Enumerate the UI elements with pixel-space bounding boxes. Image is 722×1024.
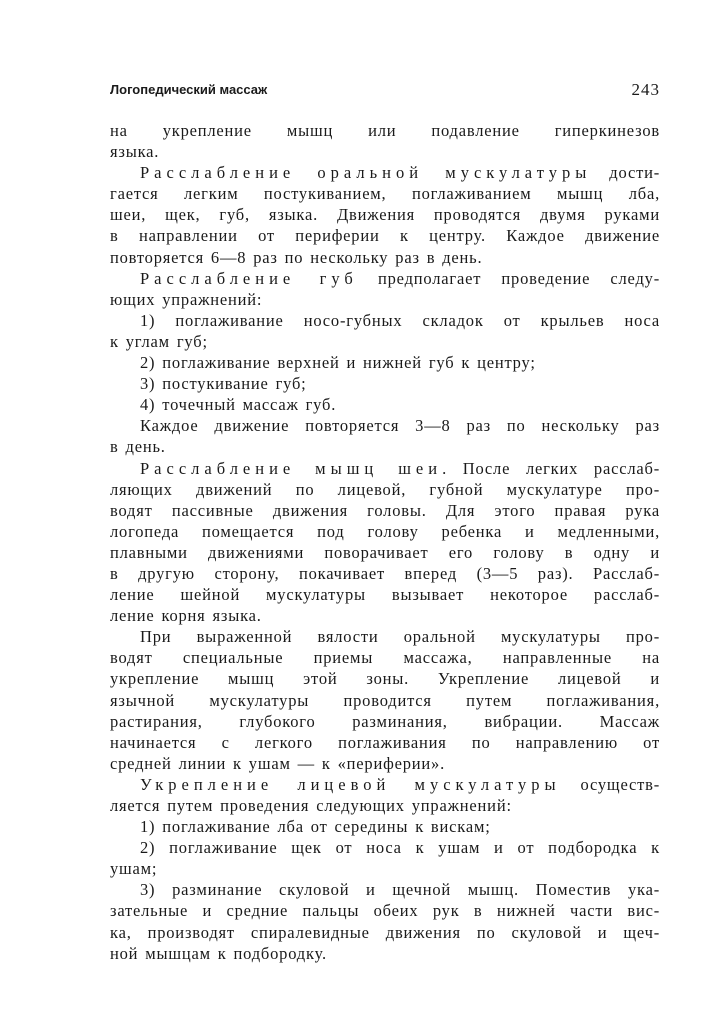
line-text: ной мышцам к подбородку.: [110, 943, 327, 963]
line-text: 2) поглаживание щек от носа к ушам и от подбородка к: [140, 838, 660, 858]
text-line: [110, 247, 660, 268]
text-line: [110, 922, 660, 943]
text-line: [110, 204, 660, 225]
line-text: растирания, глубокого разминания, вибрации. Массаж: [110, 711, 660, 731]
line-text: в другую сторону, покачивает вперед (3—5 раз). Расслаб-: [110, 563, 660, 583]
line-text: . После легких расслаб-: [442, 458, 660, 478]
line-text: повторяется 6—8 раз по нескольку раз в день.: [110, 247, 483, 267]
line-text: языка.: [110, 142, 160, 162]
line-text: предполагает проведение следу-: [357, 268, 660, 288]
text-line: [110, 500, 660, 521]
line-text: При выраженной вялости оральной мускулатуры про-: [140, 627, 660, 647]
text-line: [110, 436, 660, 457]
text-line: [110, 521, 660, 542]
spaced-emphasis: Расслабление оральной мускулатуры: [140, 163, 592, 183]
text-line: [110, 415, 660, 436]
line-text: ляющих движений по лицевой, губной мускулатуре про-: [110, 479, 660, 499]
line-text: логопеда помещается под голову ребенка и медленными,: [110, 521, 660, 541]
text-line: [110, 753, 660, 774]
running-title: Логопедический массаж: [110, 82, 268, 97]
text-line: [110, 331, 660, 352]
text-line: [110, 837, 660, 858]
text-line: [110, 858, 660, 879]
spaced-emphasis: Расслабление мышц шеи: [140, 458, 443, 478]
text-line: [110, 373, 660, 394]
text-line: [110, 668, 660, 689]
line-text: дости-: [591, 163, 661, 183]
line-text: осуществ-: [560, 774, 660, 794]
text-line: [110, 879, 660, 900]
text-line: [110, 605, 660, 626]
line-text: ка, производят спиралевидные движения по скуловой и щеч-: [110, 922, 660, 942]
text-line: [110, 690, 660, 711]
line-text: водят специальные приемы массажа, направленные на: [110, 648, 660, 668]
line-text: укрепление мышц этой зоны. Укрепление лицевой и: [110, 669, 660, 689]
text-line: [110, 310, 660, 331]
text-line: [110, 289, 660, 310]
body-text: [110, 120, 660, 964]
running-header: [110, 80, 660, 102]
page-number: 243: [631, 80, 660, 99]
text-line: [110, 774, 660, 795]
text-line: [110, 584, 660, 605]
text-line: [110, 479, 660, 500]
text-line: [110, 647, 660, 668]
text-line: [110, 626, 660, 647]
text-line: [110, 458, 660, 479]
line-text: 1) поглаживание лба от середины к вискам;: [140, 817, 491, 837]
text-line: [110, 394, 660, 415]
text-line: [110, 120, 660, 141]
line-text: 3) постукивание губ;: [140, 374, 307, 394]
text-line: [110, 732, 660, 753]
line-text: 1) поглаживание носо-губных складок от крыльев носа: [140, 310, 660, 330]
text-line: [110, 268, 660, 289]
text-line: [110, 183, 660, 204]
line-text: Каждое движение повторяется 3—8 раз по нескольку раз: [140, 416, 660, 436]
text-line: [110, 542, 660, 563]
line-text: ющих упражнений:: [110, 289, 263, 309]
text-line: [110, 563, 660, 584]
text-line: [110, 352, 660, 373]
text-line: [110, 795, 660, 816]
text-line: [110, 225, 660, 246]
line-text: в направлении от периферии к центру. Каждое движение: [110, 226, 660, 246]
line-text: в день.: [110, 437, 166, 457]
text-line: [110, 162, 660, 183]
line-text: ляется путем проведения следующих упражнений:: [110, 796, 512, 815]
line-text: 2) поглаживание верхней и нижней губ к центру;: [140, 353, 536, 373]
line-text: на укрепление мышц или подавление гиперкинезов: [110, 121, 660, 140]
text-line: [110, 943, 660, 964]
text-line: [110, 141, 660, 162]
line-text: зательные и средние пальцы обеих рук в нижней части вис-: [110, 901, 660, 921]
line-text: средней линии к ушам — к «периферии».: [110, 753, 445, 773]
text-line: [110, 816, 660, 837]
line-text: начинается с легкого поглаживания по направлению от: [110, 732, 660, 752]
line-text: плавными движениями поворачивает его голову в одну и: [110, 542, 660, 562]
text-line: [110, 711, 660, 732]
line-text: 3) разминание скуловой и щечной мышц. Поместив ука-: [140, 880, 660, 900]
line-text: язычной мускулатуры проводится путем поглаживания,: [110, 690, 660, 710]
line-text: ушам;: [110, 859, 158, 879]
line-text: шеи, щек, губ, языка. Движения проводятся двумя руками: [110, 205, 660, 225]
line-text: гается легким постукиванием, поглаживанием мышц лба,: [110, 184, 660, 204]
text-line: [110, 900, 660, 921]
spaced-emphasis: Укрепление лицевой мускулатуры: [140, 774, 561, 794]
line-text: ление шейной мускулатуры вызывает некоторое расслаб-: [110, 585, 660, 605]
line-text: водят пассивные движения головы. Для этого правая рука: [110, 500, 660, 520]
line-text: к углам губ;: [110, 331, 208, 351]
line-text: 4) точечный массаж губ.: [140, 395, 337, 415]
line-text: ление корня языка.: [110, 606, 262, 626]
spaced-emphasis: Расслабление губ: [140, 268, 358, 288]
